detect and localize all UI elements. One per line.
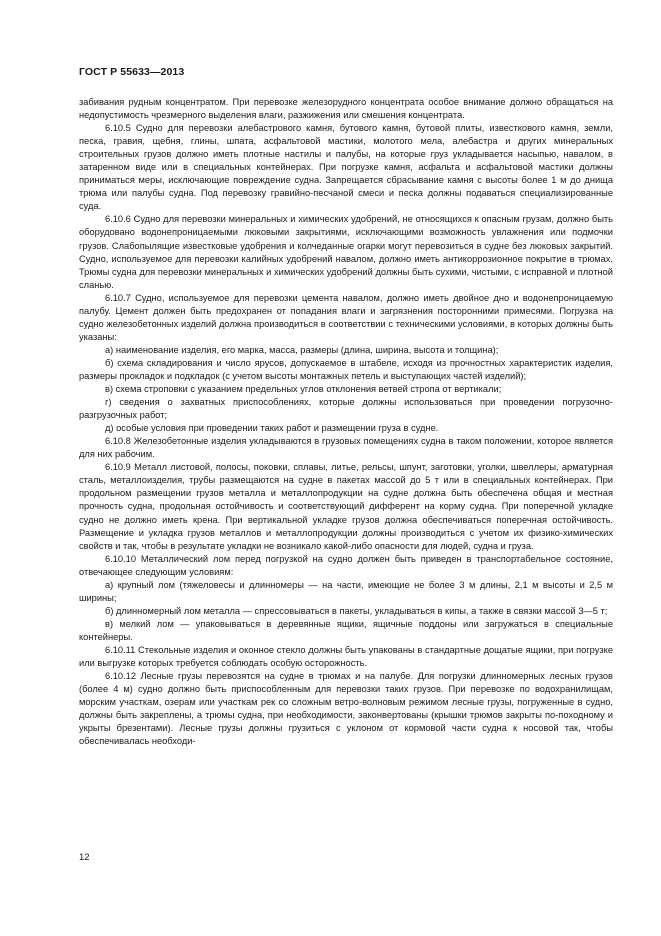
list-item-v: в) мелкий лом — упаковываться в деревянные ящики, ящичные поддоны или загружаться в специальные контейнеры. (79, 618, 613, 642)
list-item-g: г) сведения о захватных приспособлениях, которые должны использоваться при проведении погрузочно-разгрузочных работ; (79, 397, 613, 421)
paragraph-6-10-7: 6.10.7 Судно, используемое для перевозки цемента навалом, должно иметь двойное дно и водонепроницаемую палубу. Цемент должен быть предохранен от попадания влаги и загрязнения посторонними примесями. Погрузка на судно железобетонных изделий должна производиться в соответствии с техническими условиями, в которых должны быть указаны: (79, 292, 613, 342)
list-item-d: д) особые условия при проведении таких работ и размещении груза в судне. (105, 423, 439, 434)
paragraph-6-10-10: 6.10.10 Металлический лом перед погрузкой на судно должен быть приведен в транспортабельное состояние, отвечающее следующим условиям: (79, 553, 613, 577)
list-item-b: б) схема складирования и число ярусов, допускаемое в штабеле, исходя из прочностных характеристик изделия, размеры прокладок и подкладок (с учетом высоты монтажных петель и выступающих частей изделий); (79, 357, 613, 381)
list-item-a: а) крупный лом (тяжеловесы и длинномеры — на части, имеющие не более 3 м длины, 2,1 м высоты и 2,5 м ширины; (79, 579, 613, 603)
paragraph-6-10-5: 6.10.5 Судно для перевозки алебастрового камня, бутового камня, бутовой плиты, известкового камня, земли, песка, гравия, щебня, глины, шпата, асфальтовой мастики, молотого мела, алебастра и других минеральных строительных грузов должно иметь плотные настилы и палубы, на которые груз укладывается насыпью, навалом, в затаренном виде или в специальных контейнерах. При погрузке камня, асфальта и асфальтовой мастики должны приниматься меры, исключающие повреждение судна. Запрещается сбрасывание камня с высоты более 1 м до днища трюма или палубы судна. Под перевозку гравийно-песчаной смеси и песка должны подаваться специализированные суда. (79, 123, 613, 212)
paragraph-6-10-12: 6.10.12 Лесные грузы перевозятся на судне в трюмах и на палубе. Для погрузки длинномерных лесных грузов (более 4 м) судно должно быть приспособленным для перевозки таких грузов. При перевозке по водохранилищам, морским участкам, озерам или участкам рек со сложным ветро-волновым режимом лесные грузы, погруженные в судно, должны быть закреплены, а трюмы судна, при необходимости, законвертованы (крышки трюмов закрыты по-походному и укрыты брезентами). Лесные грузы должны грузиться с уклоном от кормовой части судна к носовой так, чтобы обеспечивалась необходи- (79, 671, 613, 747)
list-item-v: в) схема строповки с указанием предельных углов отклонения ветвей стропа от вертикали; (105, 384, 502, 395)
paragraph-continuation: забивания рудным концентратом. При перевозке железорудного концентрата особое внимание должно обращаться на недопустимость чрезмерного выделения влаги, разжижения или смешения концентрата. (79, 97, 613, 121)
document-body (79, 96, 613, 748)
document-header: ГОСТ Р 55633—2013 (79, 66, 185, 78)
paragraph-6-10-8: 6.10.8 Железобетонные изделия укладываются в грузовых помещениях судна в таком положении, которое является для них рабочим. (79, 436, 613, 460)
paragraph-6-10-11: 6.10.11 Стекольные изделия и оконное стекло должны быть упакованы в стандартные дощатые ящики, при погрузке или выгрузке которых требуется соблюдать особую осторожность. (79, 644, 613, 669)
paragraph-6-10-9: 6.10.9 Металл листовой, полосы, поковки, сплавы, литье, рельсы, шпунт, заготовки, уголки, швеллеры, арматурная сталь, металлоизделия, трубы размещаются на судне в пакетах массой до 5 т или в специальных контейнерах. При продольном размещении грузов металла и металлопродукции на судне должна быть обеспечена общая и местная прочность судна, продольная остойчивость и соответствующий дифферент на корму судна. При поперечной укладке судно не должно иметь крена. При вертикальной укладке грузов должна обеспечиваться поперечная остойчивость. Размещение и укладка грузов металлов и металлопродукции должны производиться с учетом их физико-химических свойств и так, чтобы в результате укладки не возникало какой-либо опасности для людей, судна и груза. (79, 462, 613, 551)
list-item-b: б) длинномерный лом металла — спрессовываться в пакеты, укладываться в кипы, а также в связки массой 3—5 т; (105, 605, 608, 616)
paragraph-6-10-6: 6.10.6 Судно для перевозки минеральных и химических удобрений, не относящихся к опасным грузам, должно быть оборудовано водонепроницаемыми люковыми закрытиями, исключающими возможность увлажнения или подмочки грузов. Слабопылящие известковые удобрения и колчеданные огарки могут перевозиться в судне без люковых закрытий. Судно, используемое для перевозки калийных удобрений навалом, должно иметь антикоррозионное покрытие в трюмах. Трюмы судна для перевозки минеральных и химических удобрений должны быть сухими, чистыми, с исправной и плотной сланью. (79, 214, 613, 290)
list-item-a: а) наименование изделия, его марка, масса, размеры (длина, ширина, высота и толщина); (105, 344, 499, 355)
page-number: 12 (79, 852, 90, 863)
